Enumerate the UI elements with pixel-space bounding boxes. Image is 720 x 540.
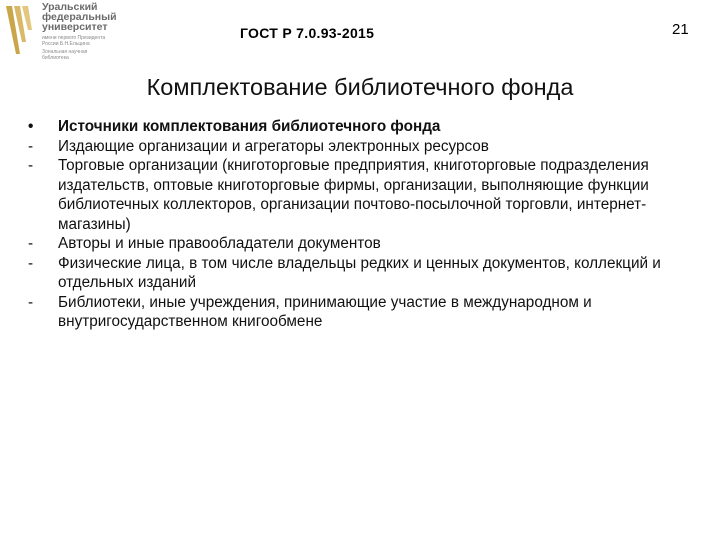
university-emblem-icon (4, 2, 34, 58)
logo-text (42, 2, 117, 61)
list-item (28, 137, 698, 157)
dash-marker: - (28, 254, 34, 272)
dash-marker: - (28, 157, 34, 174)
list-item-text: Авторы и иные правообладатели документов (58, 235, 381, 252)
bullet-marker: • (28, 118, 34, 135)
list-item (28, 117, 698, 137)
logo-small-line: библиотека (42, 55, 69, 61)
list-item-text: Торговые организации (книготорговые предприятия, книготорговые подразделения издательств, оптовые книготорговые фирмы, организации, выполняющие функции библиотечных коллекторов, организации почтово-посылочной торговли, интернет-магазины) (58, 157, 649, 233)
list-item (28, 234, 698, 254)
list-item (28, 254, 698, 293)
list-item-text: Библиотеки, иные учреждения, принимающие участие в международном и внутригосударственном книгообмене (58, 293, 592, 330)
logo-small-line: Зональная научная (42, 49, 88, 55)
bullet-list (28, 117, 698, 332)
dash-marker: - (28, 293, 34, 311)
logo-small-line: России Б.Н.Ельцина (42, 41, 90, 47)
dash-marker: - (28, 137, 34, 155)
list-item (28, 293, 698, 332)
logo-small-line: имени первого Президента (42, 35, 106, 41)
university-logo (4, 2, 134, 64)
header-title: ГОСТ Р 7.0.93-2015 (240, 25, 375, 41)
logo-line: федеральный (42, 11, 117, 23)
dash-marker: - (28, 235, 34, 252)
list-item-text: Источники комплектования библиотечного фонда (58, 118, 441, 135)
logo-line: Уральский (42, 1, 98, 13)
logo-line: университет (42, 21, 108, 33)
slide-title: Комплектование библиотечного фонда (146, 74, 574, 100)
page-number: 21 (672, 21, 689, 38)
list-item-text: Физические лица, в том числе владельцы редких и ценных документов, коллекций и отдельных изданий (58, 254, 661, 291)
list-item (28, 156, 698, 234)
list-item-text: Издающие организации и агрегаторы электронных ресурсов (58, 137, 489, 155)
